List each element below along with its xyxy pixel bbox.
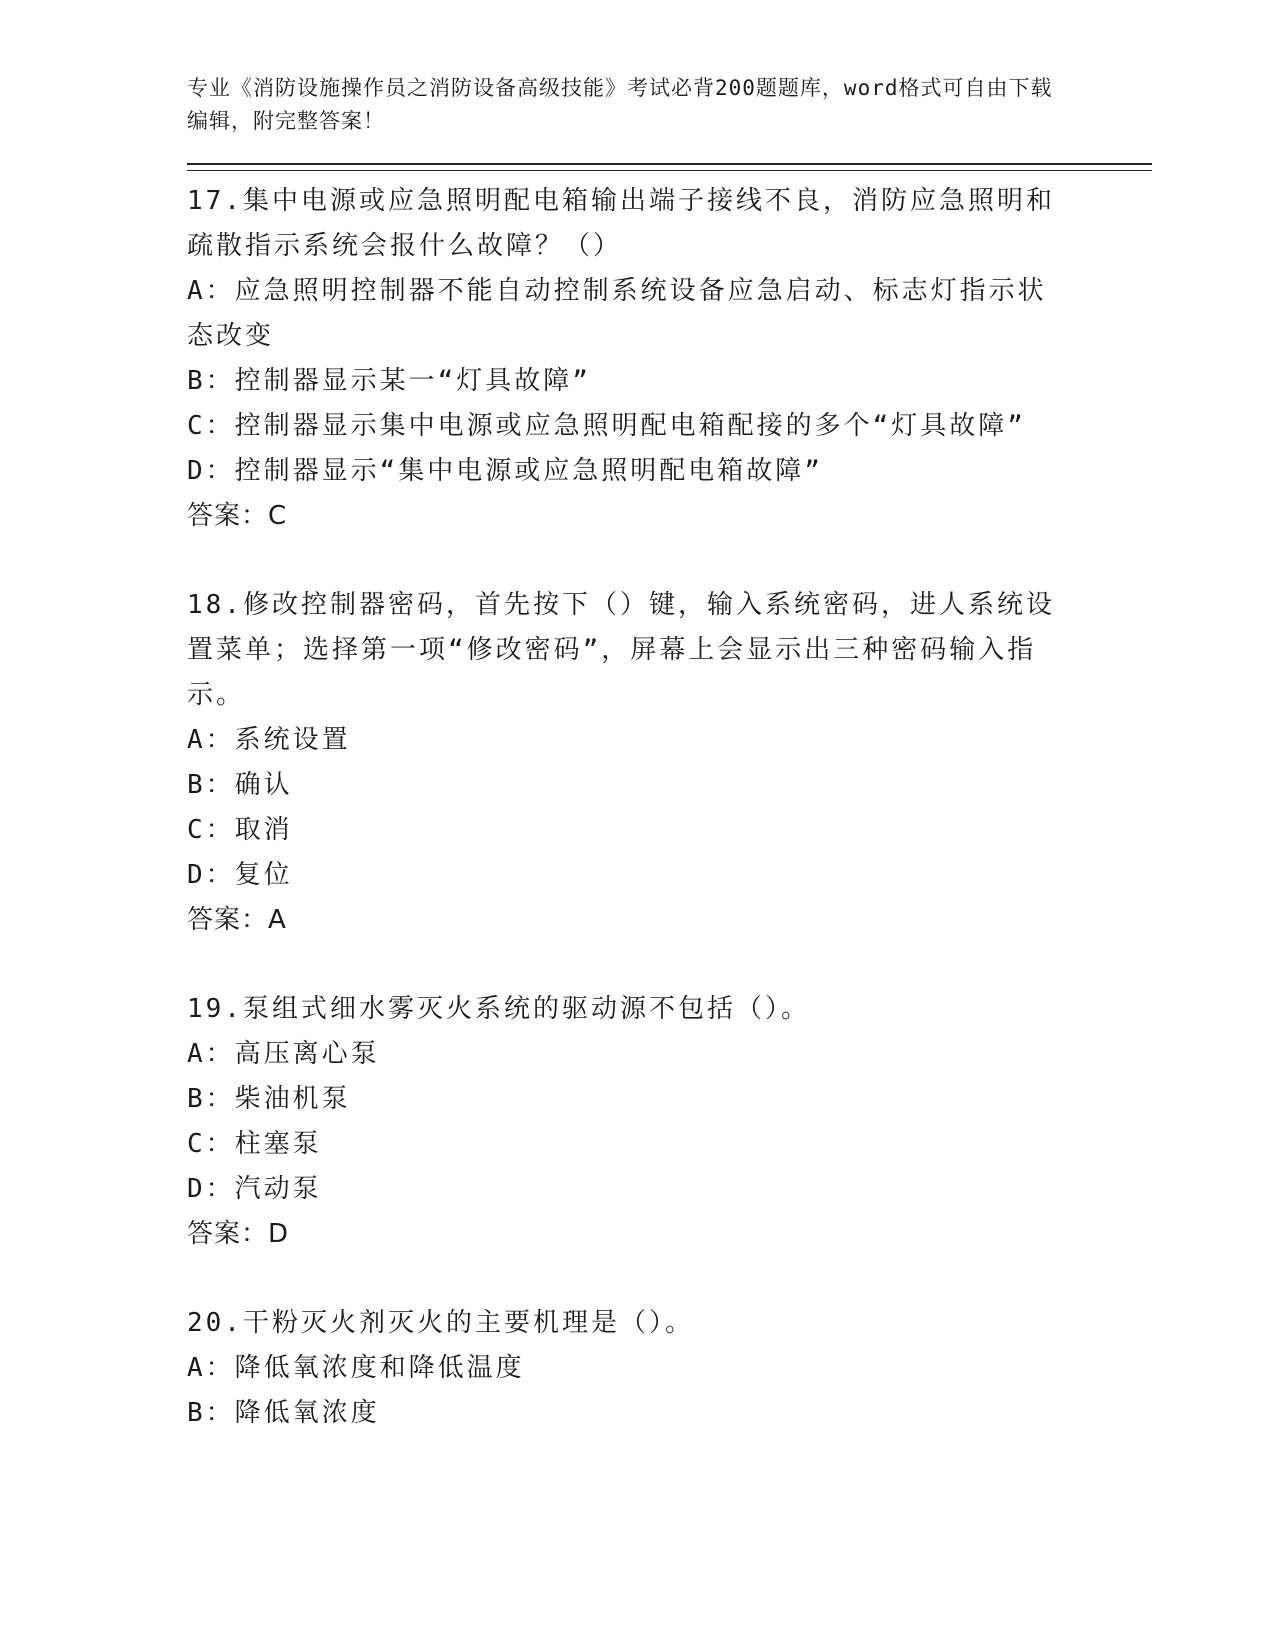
answer-option: C：取消 (187, 815, 293, 845)
answer-option: C：柱塞泵 (187, 1129, 322, 1159)
question-spacer (187, 1257, 1147, 1301)
question-stem: 19.泵组式细水雾灭火系统的驱动源不包括（）。 (187, 994, 810, 1024)
answer-key: 答案：A (187, 905, 287, 935)
header-rule (187, 163, 1152, 171)
answer-option: B：控制器显示某一“灯具故障” (187, 366, 591, 396)
question-stem: 20.干粉灭火剂灭火的主要机理是（）。 (187, 1308, 694, 1338)
answer-option: D：控制器显示“集中电源或应急照明配电箱故障” (187, 456, 823, 486)
question-spacer (187, 539, 1147, 583)
document-page (187, 72, 1147, 1436)
question-block (187, 1301, 1147, 1436)
answer-option: C：控制器显示集中电源或应急照明配电箱配接的多个“灯具故障” (187, 411, 1026, 441)
question-list (187, 179, 1147, 1436)
document-header: 专业《消防设施操作员之消防设备高级技能》考试必背200题题库，word格式可自由下载编辑，附完整答案！ (187, 76, 1053, 133)
answer-option: A：系统设置 (187, 725, 351, 755)
answer-option: B：确认 (187, 770, 293, 800)
answer-option: B：柴油机泵 (187, 1084, 351, 1114)
question-stem: 18.修改控制器密码，首先按下（）键，输入系统密码，进人系统设置菜单；选择第一项“修改密码”，屏幕上会显示出三种密码输入指示。 (187, 590, 1055, 710)
answer-option: B：降低氧浓度 (187, 1398, 380, 1428)
answer-key: 答案：C (187, 501, 288, 531)
question-block (187, 987, 1147, 1257)
question-spacer (187, 943, 1147, 987)
answer-option: D：汽动泵 (187, 1174, 322, 1204)
answer-key: 答案：D (187, 1219, 290, 1249)
question-stem: 17.集中电源或应急照明配电箱输出端子接线不良，消防应急照明和疏散指示系统会报什么故障？（） (187, 186, 1055, 261)
question-block (187, 179, 1147, 539)
answer-option: A：降低氧浓度和降低温度 (187, 1353, 525, 1383)
answer-option: D：复位 (187, 860, 293, 890)
question-block (187, 583, 1147, 943)
answer-option: A：应急照明控制器不能自动控制系统设备应急启动、标志灯指示状态改变 (187, 276, 1047, 351)
answer-option: A：高压离心泵 (187, 1039, 380, 1069)
